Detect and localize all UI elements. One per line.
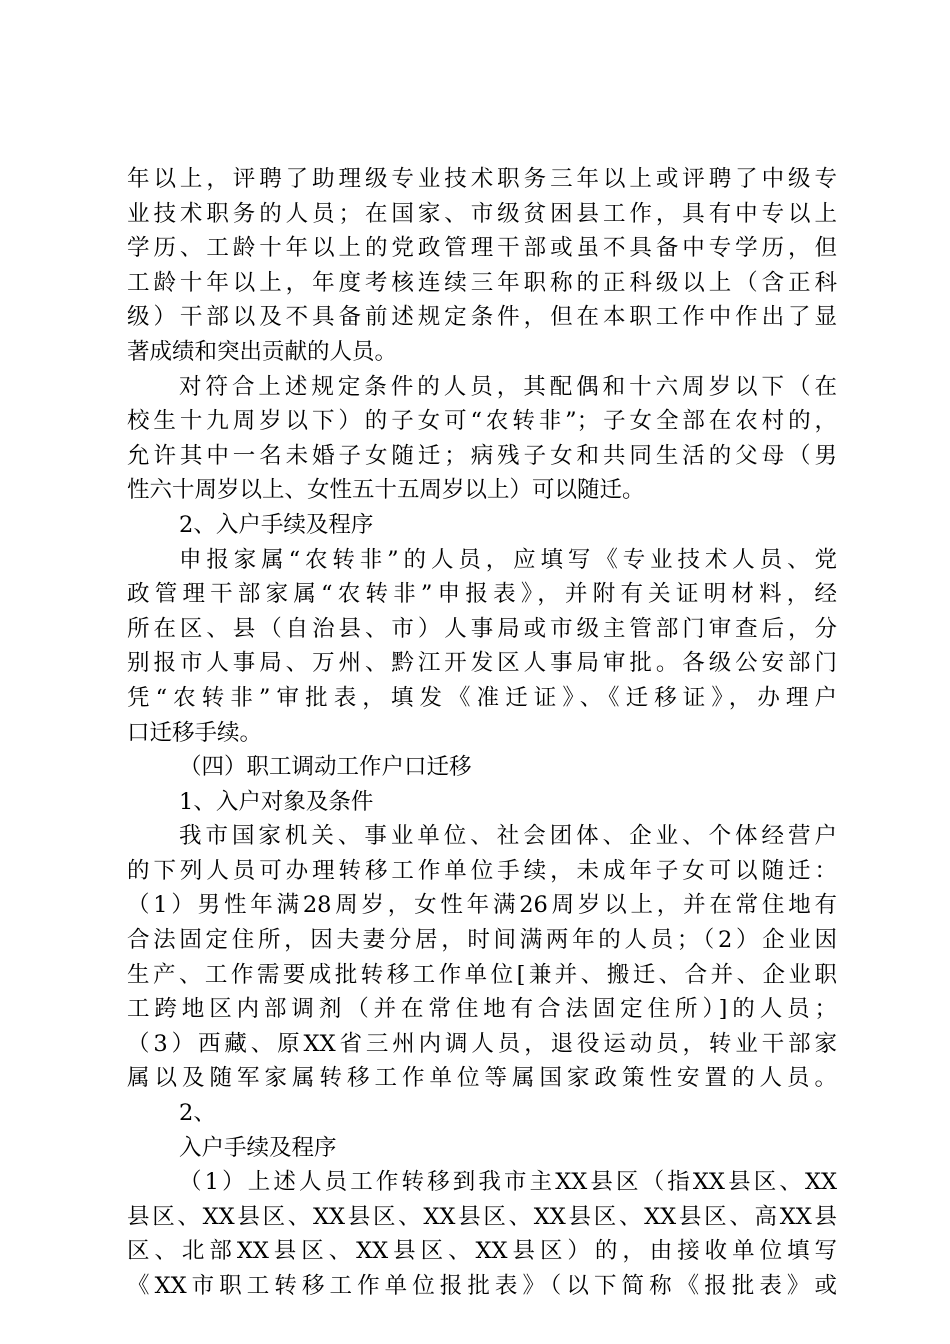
text-line: 政管理干部家属“农转非”申报表》，并附有关证明材料，经 — [127, 581, 837, 608]
text-line: 入户手续及程序 — [179, 1134, 337, 1161]
text-line: 校生十九周岁以下）的子女可“农转非”；子女全部在农村的， — [127, 408, 837, 435]
text-line: 2、入户手续及程序 — [179, 511, 374, 538]
text-line: 《XX市职工转移工作单位报批表》（以下简称《报批表》或 — [127, 1273, 837, 1299]
text-line: 口迁移手续。 — [127, 719, 263, 746]
text-line: 1、入户对象及条件 — [179, 788, 374, 815]
text-line: 工跨地区内部调剂（并在常住地有合法固定住所）]的人员； — [127, 996, 837, 1023]
text-line: 学历、工龄十年以上的党政管理干部或虽不具备中专学历，但 — [127, 235, 837, 262]
text-line: 县区、XX县区、XX县区、XX县区、XX县区、XX县区、高XX县 — [127, 1203, 837, 1230]
text-line: 我市国家机关、事业单位、社会团体、企业、个体经营户 — [179, 823, 837, 850]
text-line: 属以及随军家属转移工作单位等属国家政策性安置的人员。 — [127, 1065, 837, 1092]
text-line: 允许其中一名未婚子女随迁；病残子女和共同生活的父母（男 — [127, 442, 837, 469]
text-line: 工龄十年以上，年度考核连续三年职称的正科级以上（含正科 — [127, 269, 837, 296]
text-line: （1）男性年满28周岁，女性年满26周岁以上，并在常住地有 — [127, 892, 837, 919]
text-line: 所在区、县（自治县、市）人事局或市级主管部门审查后，分 — [127, 615, 837, 642]
text-line: 合法固定住所，因夫妻分居，时间满两年的人员；（2）企业因 — [127, 927, 837, 954]
text-line: （3）西藏、原XX省三州内调人员，退役运动员，转业干部家 — [127, 1030, 837, 1057]
text-line: （四）职工调动工作户口迁移 — [179, 754, 472, 781]
text-line: 业技术职务的人员；在国家、市级贫困县工作，具有中专以上 — [127, 200, 837, 227]
text-line: （1）上述人员工作转移到我市主XX县区（指XX县区、XX — [179, 1169, 837, 1196]
text-line: 年以上，评聘了助理级专业技术职务三年以上或评聘了中级专 — [127, 166, 837, 192]
text-line: 别报市人事局、万州、黔江开发区人事局审批。各级公安部门 — [127, 650, 837, 677]
text-line: 对符合上述规定条件的人员，其配偶和十六周岁以下（在 — [179, 373, 837, 400]
text-line: 2、 — [179, 1100, 216, 1127]
text-line: 申报家属“农转非”的人员，应填写《专业技术人员、党 — [179, 546, 837, 573]
text-line: 的下列人员可办理转移工作单位手续，未成年子女可以随迁： — [127, 857, 837, 884]
text-line: 区、北部XX县区、XX县区、XX县区）的，由接收单位填写 — [127, 1238, 837, 1265]
body-text — [127, 162, 837, 1304]
text-line: 凭“农转非”审批表，填发《准迁证》、《迁移证》，办理户 — [127, 684, 837, 711]
text-line: 级）干部以及不具备前述规定条件，但在本职工作中作出了显 — [127, 304, 837, 331]
text-line: 性六十周岁以上、女性五十五周岁以上）可以随迁。 — [127, 477, 645, 504]
text-line: 著成绩和突出贡献的人员。 — [127, 338, 398, 365]
text-line: 生产、工作需要成批转移工作单位[兼并、搬迁、合并、企业职 — [127, 961, 837, 988]
